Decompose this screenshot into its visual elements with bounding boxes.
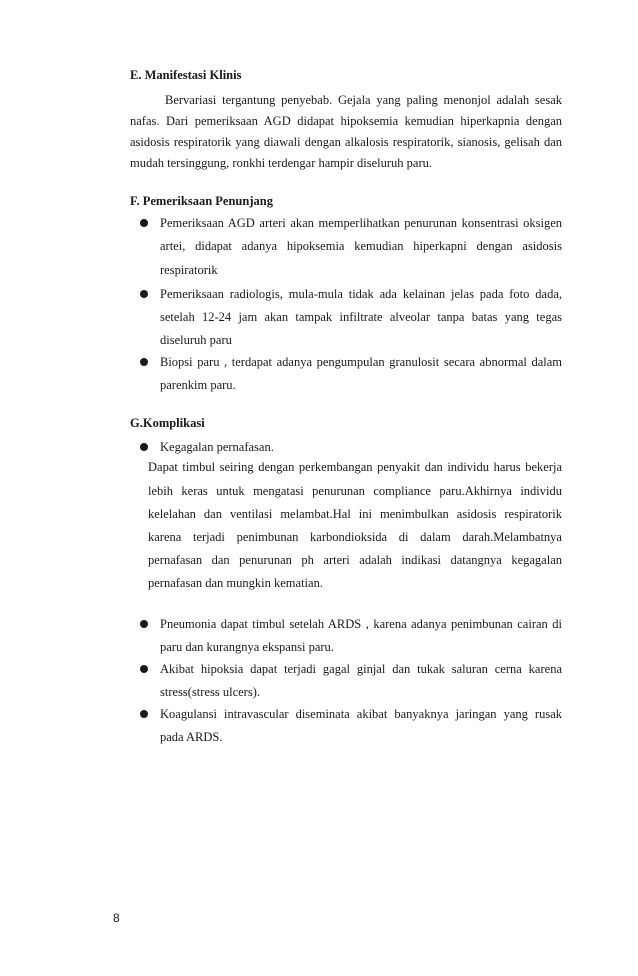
bullet-icon bbox=[140, 358, 148, 366]
bullet-icon bbox=[140, 665, 148, 673]
list-item-line: respiratorik bbox=[160, 263, 218, 277]
section-f-heading: F. Pemeriksaan Penunjang bbox=[130, 194, 273, 208]
list-item-line: Biopsi paru , terdapat adanya pengumpulan granulosit secara abnormal dalam bbox=[160, 355, 562, 369]
list-item-line: setelah 12-24 jam akan tampak infiltrate alveolar tanpa batas yang tegas bbox=[160, 310, 562, 324]
list-item-line: Kegagalan pernafasan. bbox=[160, 440, 274, 454]
list-item-line: Pemeriksaan radiologis, mula-mula tidak ada kelainan jelas pada foto dada, bbox=[160, 287, 562, 301]
list-item-line: stress(stress ulcers). bbox=[160, 685, 260, 699]
bullet-icon bbox=[140, 290, 148, 298]
paragraph-line: mudah tersinggung, ronkhi terdengar hampir diseluruh paru. bbox=[130, 156, 433, 170]
list-item-line: diseluruh paru bbox=[160, 333, 232, 347]
list-item-line: Akibat hipoksia dapat terjadi gagal ginjal dan tukak saluran cerna karena bbox=[160, 662, 562, 676]
list-item-line: Koagulansi intravascular diseminata akibat banyaknya jaringan yang rusak bbox=[160, 707, 562, 721]
paragraph-line: pernafasan dan penurunan ph arteri adalah indikasi datangnya kegagalan bbox=[148, 553, 562, 567]
bullet-icon bbox=[140, 219, 148, 227]
paragraph-line: kelelahan dan ventilasi melambat.Hal ini menimbulkan asidosis respiratorik bbox=[148, 507, 562, 521]
section-g-heading: G.Komplikasi bbox=[130, 416, 205, 430]
bullet-icon bbox=[140, 443, 148, 451]
list-item-line: pada ARDS. bbox=[160, 730, 223, 744]
paragraph-line: Dapat timbul seiring dengan perkembangan penyakit dan individu harus bekerja bbox=[148, 460, 562, 474]
paragraph-line: lebih keras untuk mengatasi penurunan compliance paru.Akhirnya individu bbox=[148, 484, 562, 498]
list-item-line: paru dan kurangnya ekspansi paru. bbox=[160, 640, 334, 654]
list-item-line: parenkim paru. bbox=[160, 378, 236, 392]
list-item-line: Pemeriksaan AGD arteri akan memperlihatkan penurunan konsentrasi oksigen bbox=[160, 216, 562, 230]
paragraph-line: nafas. Dari pemeriksaan AGD didapat hipoksemia kemudian hiperkapnia dengan bbox=[130, 114, 562, 128]
paragraph-line: Bervariasi tergantung penyebab. Gejala yang paling menonjol adalah sesak bbox=[165, 93, 562, 107]
list-item-line: Pneumonia dapat timbul setelah ARDS , karena adanya penimbunan cairan di bbox=[160, 617, 562, 631]
bullet-icon bbox=[140, 620, 148, 628]
section-e-heading: E. Manifestasi Klinis bbox=[130, 68, 242, 82]
page-number: 8 bbox=[113, 911, 120, 925]
paragraph-line: asidosis respiratorik yang diawali dengan alkalosis respiratorik, sianosis, gelisah dan bbox=[130, 135, 562, 149]
bullet-icon bbox=[140, 710, 148, 718]
list-item-line: artei, didapat adanya hipoksemia kemudian hiperkapni dengan asidosis bbox=[160, 239, 562, 253]
paragraph-line: karena terjadi penimbunan karbondioksida di dalam darah.Melambatnya bbox=[148, 530, 562, 544]
paragraph-line: pernafasan dan mungkin kematian. bbox=[148, 576, 323, 590]
